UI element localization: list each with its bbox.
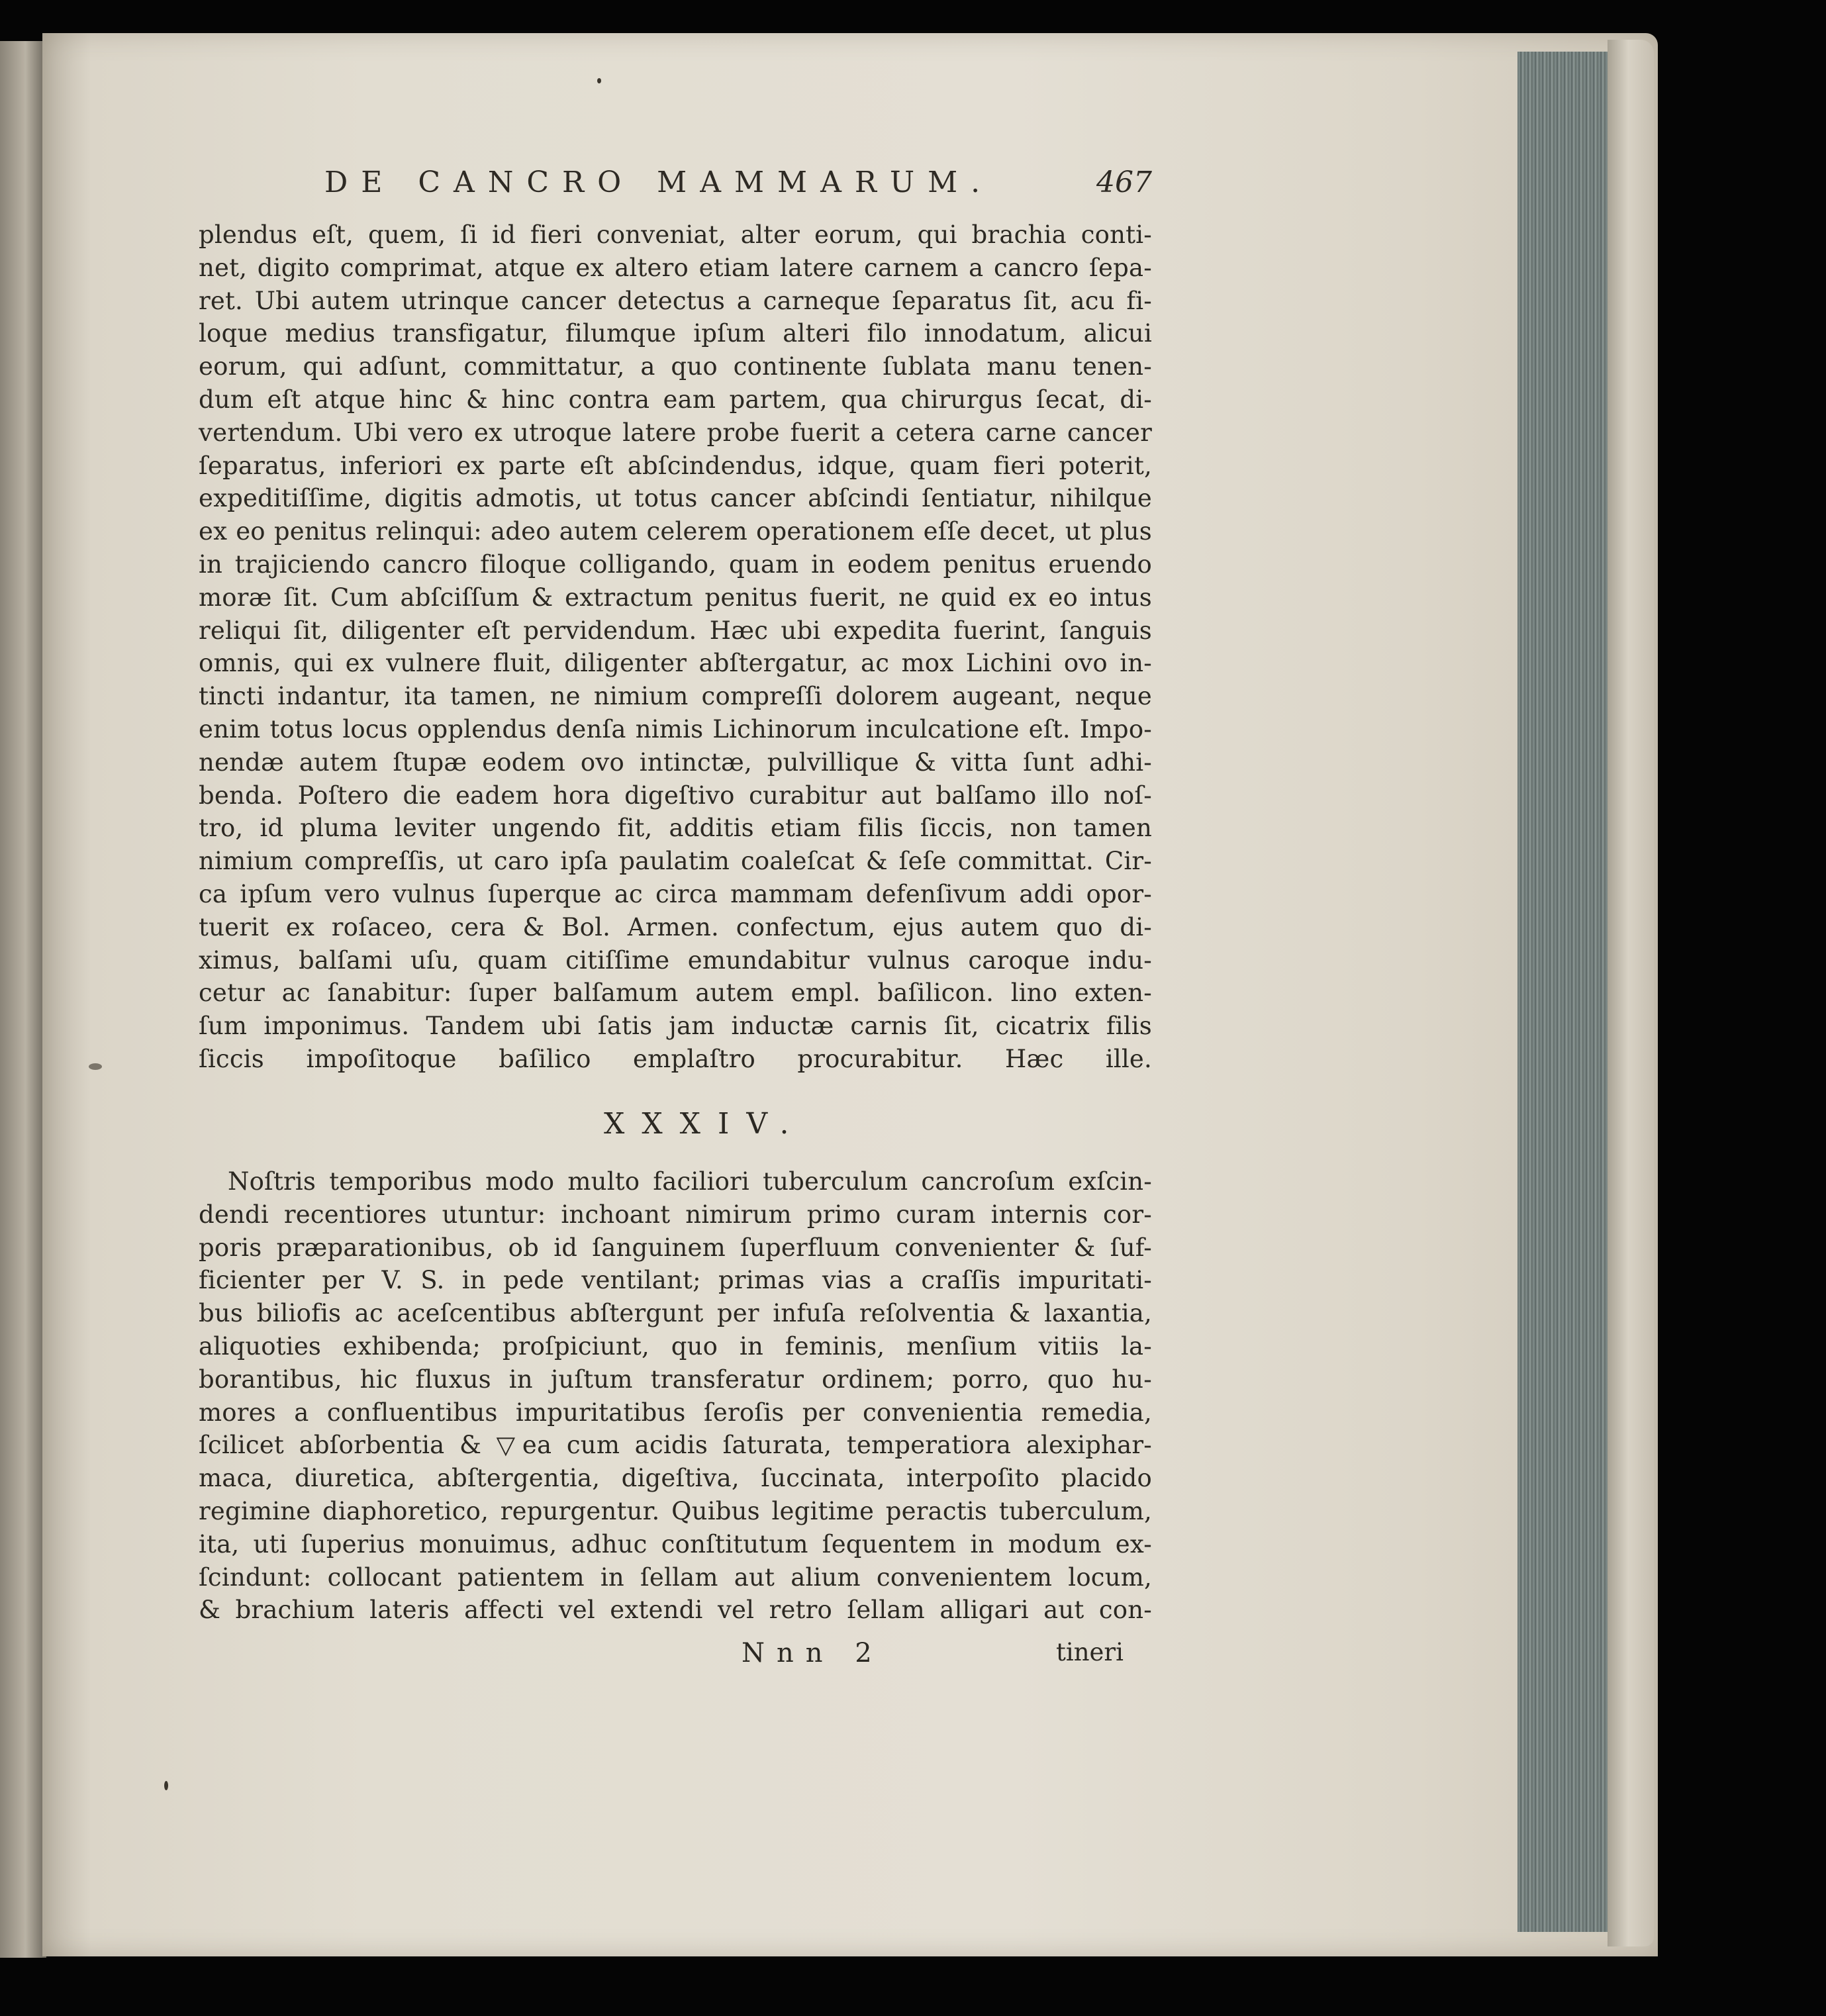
text-line: benda. Poſtero die eadem hora digeſtivo curabitur aut balſamo illo noſ- <box>199 781 1152 810</box>
text-line: plendus eſt, quem, ſi id fieri conveniat, alter eorum, qui brachia conti- <box>199 220 1152 249</box>
text-line: cetur ac ſanabitur: ſuper balſamum autem empl. baſilicon. lino exten- <box>199 979 1152 1008</box>
text-line: ita, uti ſuperius monuimus, adhuc conſtitutum ſequentem in modum ex- <box>199 1529 1152 1559</box>
text-line: dendi recentiores utuntur: inchoant nimirum primo curam internis cor- <box>199 1200 1152 1229</box>
text-line: mores a confluentibus impuritatibus ſeroſis per convenientia remedia, <box>199 1398 1152 1427</box>
text-line: ficienter per V. S. in pede ventilant; primas vias a craſſis impuritati- <box>199 1266 1152 1295</box>
text-line: ca ipſum vero vulnus ſuperque ac circa mammam defenſivum addi opor- <box>199 880 1152 908</box>
text-line: borantibus, hic fluxus in juſtum transferatur ordinem; porro, quo hu- <box>199 1365 1152 1394</box>
text-line: ſcilicet abſorbentia & ▽ea cum acidis ſaturata, temperatiora alexiphar- <box>199 1431 1152 1460</box>
text-line: reliqui ſit, diligenter eſt pervidendum. Hæc ubi expedita fuerint, ſanguis <box>199 616 1152 645</box>
text-line: & brachium lateris affecti vel extendi vel retro ſellam alligari aut con- <box>199 1596 1152 1625</box>
text-line: ret. Ubi autem utrinque cancer detectus a carneque ſeparatus ſit, acu fi- <box>199 286 1152 315</box>
catchword: tineri <box>1056 1638 1124 1666</box>
text-line: tincti indantur, ita tamen, ne nimium compreſſi dolorem augeant, neque <box>199 682 1152 711</box>
text-line: nimium compreſſis, ut caro ipſa paulatim coaleſcat & ſeſe committat. Cir- <box>199 847 1152 876</box>
text-line: bus biliofis ac aceſcentibus abſtergunt per infuſa reſolventia & laxantia, <box>199 1299 1152 1328</box>
text-line: tro, id pluma leviter ungendo fit, additis etiam filis ſiccis, non tamen <box>199 814 1152 843</box>
section-heading: XXXIV. <box>604 1107 806 1141</box>
text-line: expeditiſſime, digitis admotis, ut totus cancer abſcindi ſentiatur, nihilque <box>199 484 1152 513</box>
text-line: ſum imponimus. Tandem ubi ſatis jam inductæ carnis ſit, cicatrix filis <box>199 1012 1152 1041</box>
text-line: aliquoties exhibenda; proſpiciunt, quo in feminis, menſium vitiis la- <box>199 1332 1152 1361</box>
text-line: ex eo penitus relinqui: adeo autem celerem operationem eſſe decet, ut plus <box>199 517 1152 546</box>
text-line: omnis, qui ex vulnere fluit, diligenter abſtergatur, ac mox Lichini ovo in- <box>199 649 1152 678</box>
text-line: ximus, balſami uſu, quam citiſſime emundabitur vulnus caroque indu- <box>199 945 1152 975</box>
page-fold <box>1608 40 1654 1946</box>
text-line: eorum, qui adſunt, committatur, a quo continente ſublata manu tenen- <box>199 352 1152 381</box>
text-line: loque medius transfigatur, filumque ipſum alteri filo innodatum, alicui <box>199 319 1152 348</box>
left-page-edge <box>0 41 46 1958</box>
text-line: enim totus locus opplendus denſa nimis Lichinorum inculcatione eſt. Impo- <box>199 715 1152 744</box>
page-stack-edges <box>1517 52 1610 1932</box>
running-head <box>324 166 1152 205</box>
text-line: in trajiciendo cancro filoque colligando, quam in eodem penitus eruendo <box>199 550 1152 579</box>
text-line: dum eſt atque hinc & hinc contra eam partem, qua chirurgus ſecat, di- <box>199 385 1152 414</box>
text-line: vertendum. Ubi vero ex utroque latere probe fuerit a cetera carne cancer <box>199 418 1152 447</box>
text-line: ſeparatus, inferiori ex parte eſt abſcindendus, idque, quam fieri poterit, <box>199 451 1152 480</box>
text-line: ſcindunt: collocant patientem in ſellam aut alium convenientem locum, <box>199 1562 1152 1592</box>
text-line: ſiccis impoſitoque baſilico emplaſtro procurabitur. Hæc ille. <box>199 1045 1152 1073</box>
running-title: DE CANCRO MAMMARUM. <box>324 166 994 199</box>
text-line: moræ ſit. Cum abſciſſum & extractum penitus fuerit, ne quid ex eo intus <box>199 583 1152 612</box>
text-line: nendæ autem ſtupæ eodem ovo intinctæ, pulvillique & vitta ſunt adhi- <box>199 747 1152 777</box>
page-number: 467 <box>1096 166 1152 199</box>
ink-speck <box>164 1781 168 1790</box>
signature-mark: Nnn 2 <box>742 1638 884 1668</box>
text-line: maca, diuretica, abſtergentia, digeſtiva, ſuccinata, interpoſito placido <box>199 1464 1152 1493</box>
text-line: Noſtris temporibus modo multo faciliori tuberculum cancroſum exſcin- <box>228 1167 1152 1196</box>
ink-speck <box>89 1063 102 1070</box>
text-line: tuerit ex roſaceo, cera & Bol. Armen. confectum, ejus autem quo di- <box>199 912 1152 941</box>
text-line: net, digito comprimat, atque ex altero etiam latere carnem a cancro ſepa- <box>199 253 1152 282</box>
text-line: poris præparationibus, ob id ſanguinem ſuperfluum convenienter & ſuf- <box>199 1233 1152 1262</box>
ink-speck <box>597 78 601 83</box>
text-line: regimine diaphoretico, repurgentur. Quibus legitime peractis tuberculum, <box>199 1497 1152 1525</box>
